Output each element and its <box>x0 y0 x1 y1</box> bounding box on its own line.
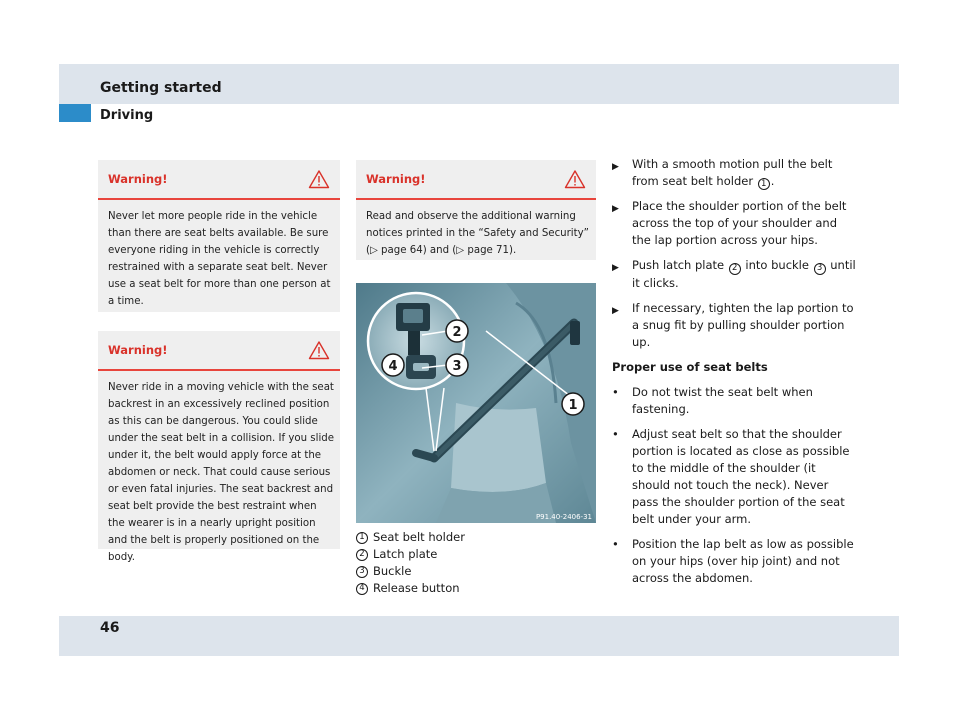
instructions-column <box>612 156 857 595</box>
bullet-text: Adjust seat belt so that the shoulder portion is located as close as possible to the middle of the shoulder (it should not touch the neck). Never pass the shoulder portion of the seat belt under your arm. <box>632 426 850 526</box>
step-text: If necessary, tighten the lap portion to a snug fit by pulling shoulder portion up. <box>632 300 854 349</box>
bullet-dot-icon: • <box>612 426 619 441</box>
inline-number: 3 <box>814 263 826 275</box>
photo-callout: 4 <box>388 359 398 374</box>
inline-number: 2 <box>729 263 741 275</box>
photo-callout: 1 <box>568 398 578 413</box>
page-number: 46 <box>100 620 120 636</box>
bullet-text: Position the lap belt as low as possible on your hips (over hip joint) and not across the abdomen. <box>632 536 854 585</box>
warning-text: Never ride in a moving vehicle with the seat backrest in an excessively reclined position as this can be dangerous. You could slide under the seat belt in a collision. If you slide under it, the belt would apply force at the abdomen or neck. That could cause serious or even fatal injuries. The seat backrest and seat belt provide the best restraint when the wearer is in a nearly upright position and the belt is properly positioned on the body. <box>108 382 335 563</box>
legend-item <box>356 529 465 546</box>
legend-item <box>356 546 465 563</box>
section-subtitle: Driving <box>100 108 154 123</box>
right-triangle-arrow-icon: ▶ <box>612 263 619 274</box>
legend-number: 1 <box>356 532 368 544</box>
footer-band <box>59 616 899 656</box>
warning-title: Warning! <box>366 172 426 186</box>
bullet-item <box>612 384 857 418</box>
legend-number: 3 <box>356 566 368 578</box>
right-triangle-arrow-icon: ▶ <box>612 162 619 172</box>
warning-title: Warning! <box>108 172 168 186</box>
photo-code: P91.40-2406-31 <box>535 513 592 521</box>
legend-label: Buckle <box>373 564 412 578</box>
warning-box-reclined-seat <box>98 331 340 563</box>
section-title: Getting started <box>100 80 222 96</box>
inline-number: 1 <box>758 178 770 190</box>
legend-label: Seat belt holder <box>373 530 465 544</box>
bullet-dot-icon: • <box>612 384 619 399</box>
warning-text: Never let more people ride in the vehicle than there are seat belts available. Be sure everyone riding in the vehicle is correctly restrained with a separate seat belt. Never use a seat belt for more than one person at a time. <box>108 211 331 307</box>
legend-item <box>356 580 465 597</box>
instruction-step <box>612 156 857 190</box>
warning-triangle-icon <box>308 340 330 360</box>
warning-text: Read and observe the additional warning notices printed in the “Safety and Security” (▷ page 64) and (▷ page 71). <box>366 211 589 256</box>
legend-label: Release button <box>373 581 460 595</box>
warning-header <box>98 160 340 200</box>
photo-callout: 2 <box>452 325 462 340</box>
bullet-item <box>612 426 857 528</box>
step-text: Push latch plate 2 into buckle 3 until it clicks. <box>632 258 856 290</box>
warning-title: Warning! <box>108 343 168 357</box>
bullet-dot-icon: • <box>612 536 619 551</box>
legend-number: 2 <box>356 549 368 561</box>
instruction-step <box>612 257 857 291</box>
bullet-item <box>612 536 857 587</box>
bullet-text: Do not twist the seat belt when fastening. <box>632 384 813 416</box>
warning-header <box>356 160 596 200</box>
legend-label: Latch plate <box>373 547 438 561</box>
warning-box-additional-notices <box>356 160 596 260</box>
warning-box-seat-count <box>98 160 340 312</box>
proper-use-heading: Proper use of seat belts <box>612 359 768 374</box>
header-accent-block <box>59 104 91 122</box>
step-text: Place the shoulder portion of the belt across the top of your shoulder and the lap portion across your hips. <box>632 199 847 248</box>
photo-callout: 3 <box>452 359 462 374</box>
legend-item <box>356 563 465 580</box>
warning-header <box>98 331 340 371</box>
warning-triangle-icon <box>308 169 330 189</box>
legend-number: 4 <box>356 583 368 595</box>
step-text: With a smooth motion pull the belt from seat belt holder 1 . <box>632 157 833 189</box>
photo-legend <box>356 529 465 597</box>
right-triangle-arrow-icon: ▶ <box>612 305 619 316</box>
right-triangle-arrow-icon: ▶ <box>612 204 619 215</box>
instruction-step <box>612 198 857 249</box>
seat-belt-photo <box>356 283 596 523</box>
warning-triangle-icon <box>564 169 586 189</box>
instruction-step <box>612 300 857 351</box>
